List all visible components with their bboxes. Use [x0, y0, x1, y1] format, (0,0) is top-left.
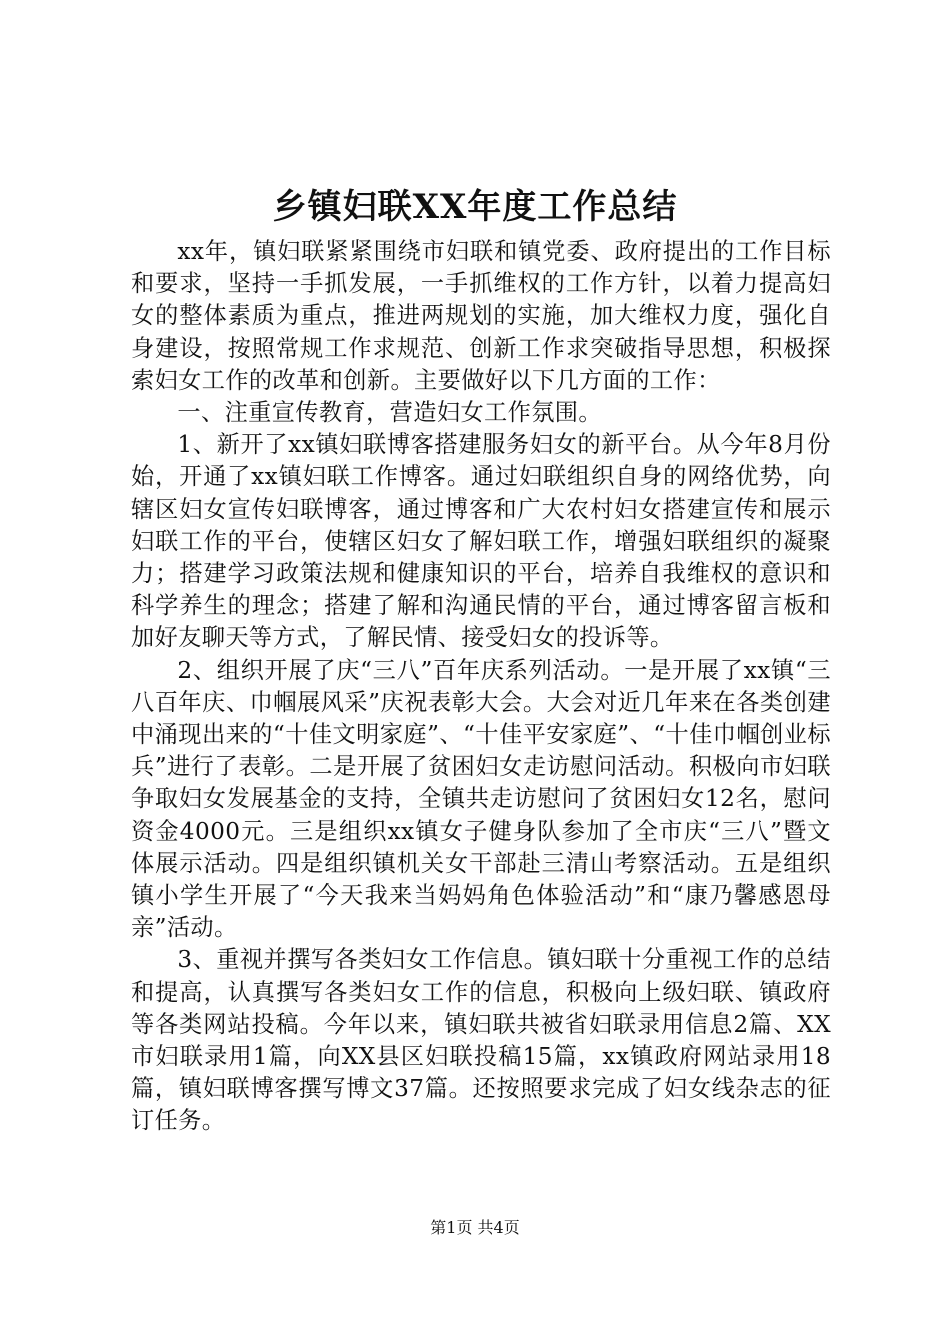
document-body: [131, 236, 831, 1138]
page-footer: 第1页 共4页: [430, 1218, 520, 1237]
item-paragraph-2: 2、组织开展了庆“三八”百年庆系列活动。一是开展了xx镇“三八百年庆、巾帼展风采”庆祝表彰大会。大会对近几年来在各类创建中涌现出来的“十佳文明家庭”、“十佳平安家庭”、“十佳巾帼创业标兵”进行了表彰。二是开展了贫困妇女走访慰问活动。积极向市妇联争取妇女发展基金的支持，全镇共走访慰问了贫困妇女12名，慰问资金4000元。三是组织xx镇女子健身队参加了全市庆“三八”暨文体展示活动。四是组织镇机关女干部赴三清山考察活动。五是组织镇小学生开展了“今天我来当妈妈角色体验活动”和“康乃馨感恩母亲”活动。: [131, 656, 831, 942]
section-heading: 一、注重宣传教育，营造妇女工作氛围。: [177, 399, 602, 427]
intro-paragraph: xx年，镇妇联紧紧围绕市妇联和镇党委、政府提出的工作目标和要求，坚持一手抓发展，一手抓维权的工作方针，以着力提高妇女的整体素质为重点，推进两规划的实施，加大维权力度，强化自身建设，按照常规工作求规范、创新工作求突破指导思想，积极探索妇女工作的改革和创新。主要做好以下几方面的工作：: [131, 238, 831, 394]
document-title: 乡镇妇联XX年度工作总结: [272, 187, 678, 227]
item-paragraph-3: 3、重视并撰写各类妇女工作信息。镇妇联十分重视工作的总结和提高，认真撰写各类妇女工作的信息，积极向上级妇联、镇政府等各类网站投稿。今年以来，镇妇联共被省妇联录用信息2篇、XX市妇联录用1篇，向XX县区妇联投稿15篇，xx镇政府网站录用18篇，镇妇联博客撰写博文37篇。还按照要求完成了妇女线杂志的征订任务。: [131, 946, 831, 1135]
item-paragraph-1: 1、新开了xx镇妇联博客搭建服务妇女的新平台。从今年8月份始，开通了xx镇妇联工作博客。通过妇联组织自身的网络优势，向辖区妇女宣传妇联博客，通过博客和广大农村妇女搭建宣传和展示妇联工作的平台，使辖区妇女了解妇联工作，增强妇联组织的凝聚力；搭建学习政策法规和健康知识的平台，培养自我维权的意识和科学养生的理念；搭建了解和沟通民情的平台，通过博客留言板和加好友聊天等方式，了解民情、接受妇女的投诉等。: [131, 431, 831, 652]
